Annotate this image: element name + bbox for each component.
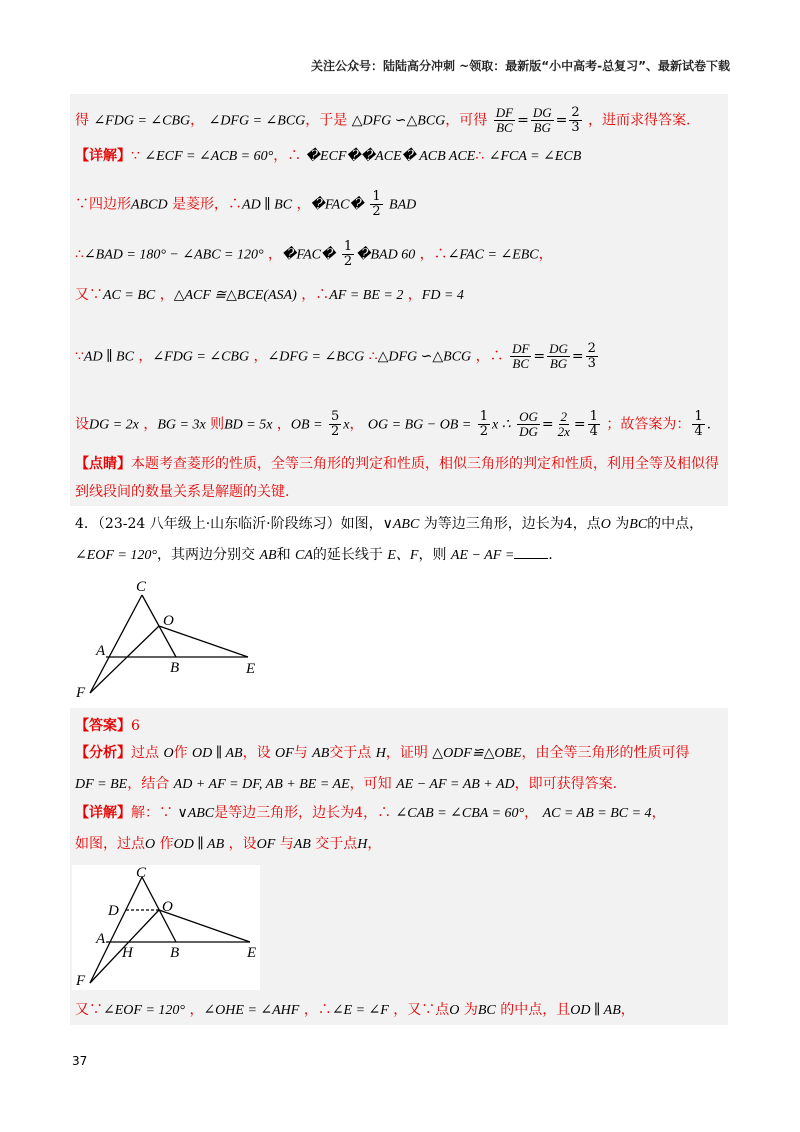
question-4-line-2: ∠EOF = 120°，其两边分别交 AB和 CA的延长线于 E、F，则 AE − AF = . bbox=[75, 547, 553, 563]
label-C: C bbox=[136, 579, 147, 595]
line-detail-b2: 如图，过点O 作OD ∥ AB ，设OF 与AB 交于点H， bbox=[75, 836, 382, 852]
answer-blank[interactable] bbox=[514, 546, 548, 559]
line-detail-4: 又∵AC = BC ，△ACF ≅△BCE(ASA) ，∴AF = BE = 2 ，FD = 4 bbox=[75, 287, 464, 303]
line-answer: 【答案】6 bbox=[75, 718, 140, 734]
geometry-figure-2 bbox=[72, 865, 260, 990]
label-F: F bbox=[76, 685, 86, 700]
line-detail-b3: 又∵∠EOF = 120° ，∠OHE = ∠AHF ，∴∠E = ∠F ，又∵点O 为BC 的中点，且OD ∥ AB， bbox=[75, 1002, 635, 1018]
page-number: 37 bbox=[72, 1054, 88, 1068]
page-header: 关注公众号：陆陆高分冲刺 ~领取：最新版“小中高考-总复习”、最新试卷下载 bbox=[311, 59, 730, 73]
geometry-figure-1 bbox=[68, 575, 268, 700]
label-E: E bbox=[246, 661, 256, 677]
label-F: F bbox=[76, 973, 86, 989]
question-4-line-1: 4．（23-24 八年级上·山东临沂·阶段练习）如图，∨ABC 为等边三角形，边长为4，点O 为BC的中点， bbox=[75, 516, 704, 532]
label-C: C bbox=[136, 865, 147, 881]
line-detail-6: 设DG = 2x ，BG = 3x 则BD = 5x ，OB = $\frac{5}{2}$ x， OG = BG − OB = $\frac{1}{2}$ x ∴ $\frac{OG}{DG}$ = $\frac{2}{2x}$ = $\frac{1}{4}$ ；故答案为： $\frac{1}{4}$ . bbox=[75, 409, 712, 439]
line-detail-5: ∵AD ∥ BC ，∠FDG = ∠CBG ，∠DFG = ∠BCG ∴△DFG ∽△BCG ，∴ $\frac{DF}{BC}$ = $\frac{DG}{BG}$ = $\frac{2}{3}$ bbox=[75, 341, 596, 371]
label-H: H bbox=[122, 945, 133, 961]
line-analysis-1: 【分析】过点 O作 OD ∥ AB，设 OF与 AB交于点 H，证明 △ODF≌△OBE，由全等三角形的性质可得 bbox=[75, 745, 690, 761]
line-comment-1: 【点睛】本题考查菱形的性质，全等三角形的判定和性质，相似三角形的判定和性质，利用全等及相似得 bbox=[75, 456, 719, 472]
label-E: E bbox=[247, 945, 257, 961]
line-detail-3: ∴∠BAD = 180° − ∠ABC = 120° ，�FAC� $\frac{1}{2}$ �BAD 60 ，∴∠FAC = ∠EBC， bbox=[75, 239, 553, 269]
line-detail-b1: 【详解】解：∵ ∨ABC是等边三角形，边长为4，∴ ∠CAB = ∠CBA = 60°， AC = AB = BC = 4， bbox=[75, 805, 666, 821]
line-analysis-2: DF = BE，结合 AD + AF = DF, AB + BE = AE，可知 AE − AF = AB + AD，即可获得答案. bbox=[75, 776, 618, 792]
label-O: O bbox=[162, 899, 173, 915]
label-D: D bbox=[108, 903, 119, 919]
line-analysis-end: 得 ∠FDG = ∠CBG， ∠DFG = ∠BCG，于是 △DFG ∽△BCG，可得 $\frac{DF}{BC}$ = $\frac{DG}{BG}$ = $\frac{2}{3}$ ，进而求得答案. bbox=[75, 105, 691, 135]
line-detail-1: 【详解】∵ ∠ECF = ∠ACB = 60°，∴ �ECF��ACE� ACB ACE∴ ∠FCA = ∠ECB bbox=[75, 148, 582, 164]
label-A: A bbox=[96, 643, 106, 659]
label-B: B bbox=[170, 660, 180, 676]
label-B: B bbox=[170, 945, 180, 961]
label-A: A bbox=[96, 931, 106, 947]
label-O: O bbox=[163, 613, 174, 629]
line-detail-2: ∵四边形ABCD 是菱形，∴AD ∥ BC ，�FAC� $\frac{1}{2}$ BAD bbox=[75, 189, 417, 219]
line-comment-2: 到线段间的数量关系是解题的关键. bbox=[75, 484, 290, 500]
